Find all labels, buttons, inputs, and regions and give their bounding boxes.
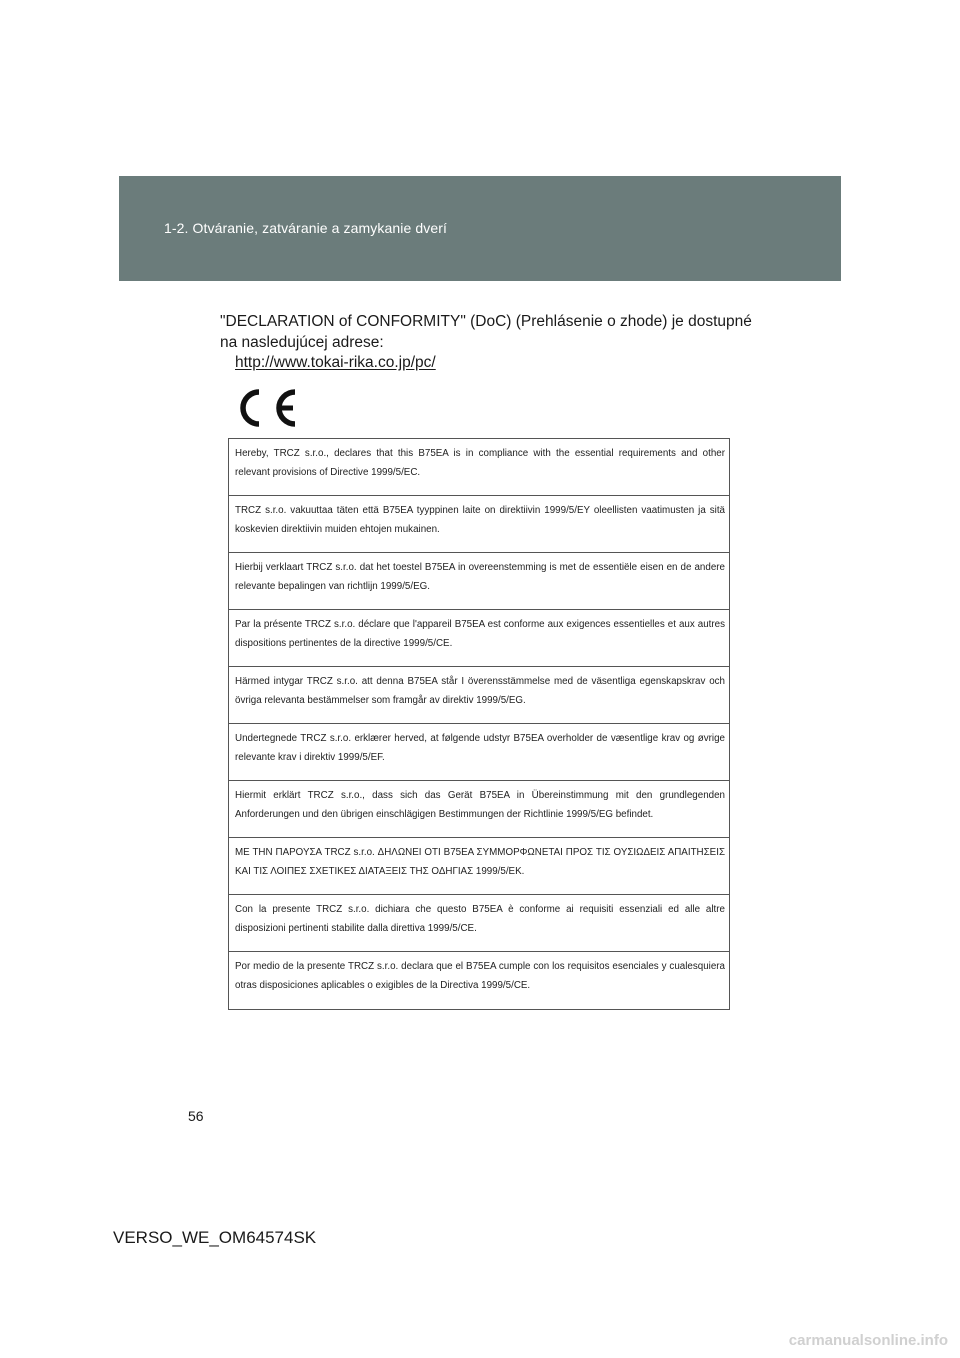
site-watermark: carmanualsonline.info — [788, 1332, 948, 1349]
declaration-swedish: Härmed intygar TRCZ s.r.o. att denna B75EA står I överensstämmelse med de väsentliga egenskapskrav och övriga relevanta bestämmelser som framgår av direktiv 1999/5/EG. — [229, 667, 729, 724]
declaration-greek: ΜΕ ΤΗΝ ΠΑΡΟΥΣΑ TRCZ s.r.o. ΔΗΛΩΝΕΙ ΟΤΙ B75EA ΣΥΜΜΟΡΦΩΝΕΤΑΙ ΠΡΟΣ ΤΙΣ ΟΥΣΙΩΔΕΙΣ ΑΠΑΙΤΗΣΕΙΣ ΚΑΙ ΤΙΣ ΛΟΙΠΕΣ ΣΧΕΤΙΚΕΣ ΔΙΑΤΑΞΕΙΣ ΤΗΣ ΟΔΗΓΙΑΣ 1999/5/ΕΚ. — [229, 838, 729, 895]
declaration-finnish: TRCZ s.r.o. vakuuttaa täten että B75EA tyyppinen laite on direktiivin 1999/5/EY oleellisten vaatimusten ja sitä koskevien direktiivin muiden ehtojen mukainen. — [229, 496, 729, 553]
declaration-french: Par la présente TRCZ s.r.o. déclare que l'appareil B75EA est conforme aux exigences essentielles et aux autres dispositions pertinentes de la directive 1999/5/CE. — [229, 610, 729, 667]
doc-url-link[interactable]: http://www.tokai-rika.co.jp/pc/ — [235, 354, 436, 371]
declaration-table — [228, 438, 730, 1010]
declaration-italian: Con la presente TRCZ s.r.o. dichiara che questo B75EA è conforme ai requisiti essenziali ed alle altre disposizioni pertinenti stabilite dalla direttiva 1999/5/CE. — [229, 895, 729, 952]
declaration-spanish: Por medio de la presente TRCZ s.r.o. declara que el B75EA cumple con los requisitos esenciales y cualesquiera otras disposiciones aplicables o exigibles de la Directiva 1999/5/CE. — [235, 961, 725, 991]
section-header-band — [119, 176, 841, 281]
declaration-german: Hiermit erklärt TRCZ s.r.o., dass sich das Gerät B75EA in Übereinstimmung mit den grundlegenden Anforderungen und den übrigen einschlägigen Bestimmungen der Richtlinie 1999/5/EG befindet. — [229, 781, 729, 838]
declaration-danish: Undertegnede TRCZ s.r.o. erklærer herved, at følgende udstyr B75EA overholder de væsentlige krav og øvrige relevante krav i direktiv 1999/5/EF. — [229, 724, 729, 781]
document-code: VERSO_WE_OM64574SK — [113, 1228, 317, 1247]
declaration-english: Hereby, TRCZ s.r.o., declares that this B75EA is in compliance with the essential requirements and other relevant provisions of Directive 1999/5/EC. — [229, 439, 729, 496]
page-number: 56 — [188, 1108, 204, 1124]
declaration-dutch: Hierbij verklaart TRCZ s.r.o. dat het toestel B75EA in overeenstemming is met de essentiële eisen en de andere relevante bepalingen van richtlijn 1999/5/EG. — [229, 553, 729, 610]
declaration-intro-text: "DECLARATION of CONFORMITY" (DoC) (Prehlásenie o zhode) je dostupné na nasledujúcej adrese: — [220, 313, 752, 351]
section-title: 1-2. Otváranie, zatváranie a zamykanie dverí — [164, 220, 447, 236]
ce-mark-icon — [236, 386, 300, 430]
